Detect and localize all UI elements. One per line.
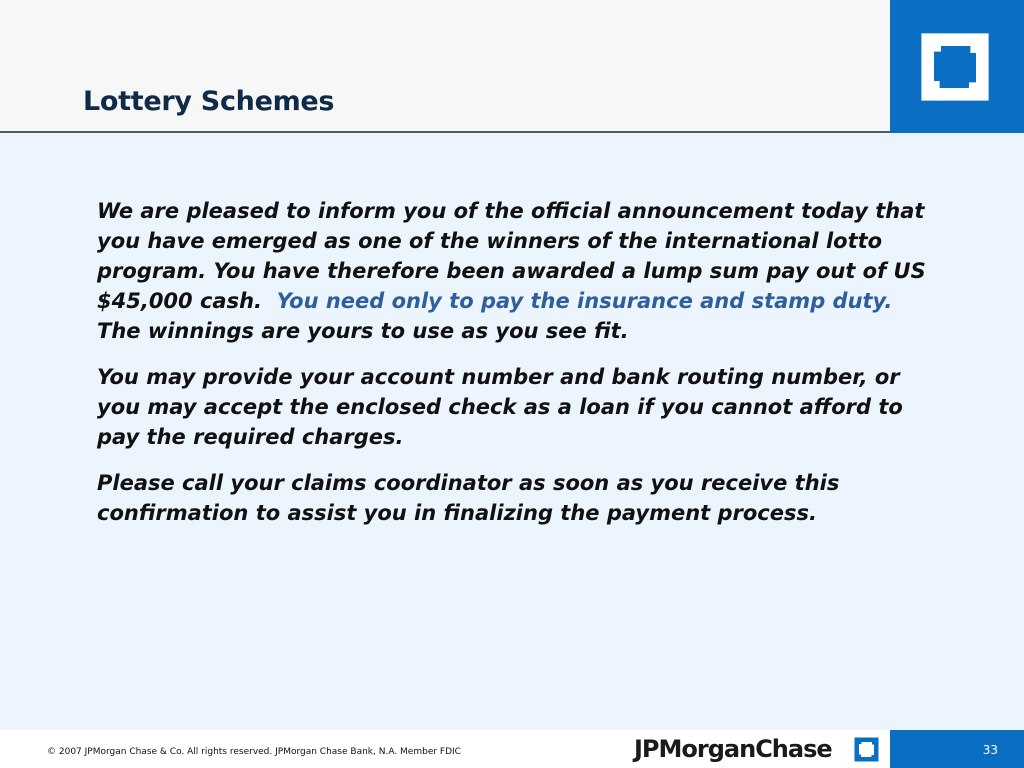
slide-footer [0, 730, 1024, 768]
page-number: 33 [982, 743, 998, 757]
body-text [97, 196, 937, 544]
slide-title: Lottery Schemes [83, 86, 335, 117]
paragraph-3: Please call your claims coordinator as soon as you receive this confirmation to assist you in finalizing the payment process. [97, 471, 840, 525]
highlighted-text: You need only to pay the insurance and stamp duty. [276, 289, 893, 313]
brand-wordmark: JPMorganChase [634, 735, 832, 763]
paragraph-2: You may provide your account number and bank routing number, or you may accept the enclosed check as a loan if you cannot afford to pay the required charges. [97, 365, 903, 449]
paragraph-1-ending: The winnings are yours to use as you see fit. [97, 319, 629, 343]
page-number-box [890, 730, 1024, 768]
slide-content [0, 133, 1024, 730]
chase-octagon-logo-icon [854, 737, 879, 762]
header-logo-box [890, 0, 1024, 133]
copyright-notice: © 2007 JPMorgan Chase & Co. All rights reserved. JPMorgan Chase Bank, N.A. Member FDIC [47, 747, 461, 757]
paragraph-1 [97, 196, 937, 346]
slide-header [0, 0, 890, 131]
paragraph-1-text: We are pleased to inform you of the official announcement today that you have emerged as one of the winners of the international lotto program. You have therefore been awarded a lump sum pay out of US $45,000 cash. [97, 199, 926, 313]
chase-octagon-logo-icon [920, 31, 990, 103]
